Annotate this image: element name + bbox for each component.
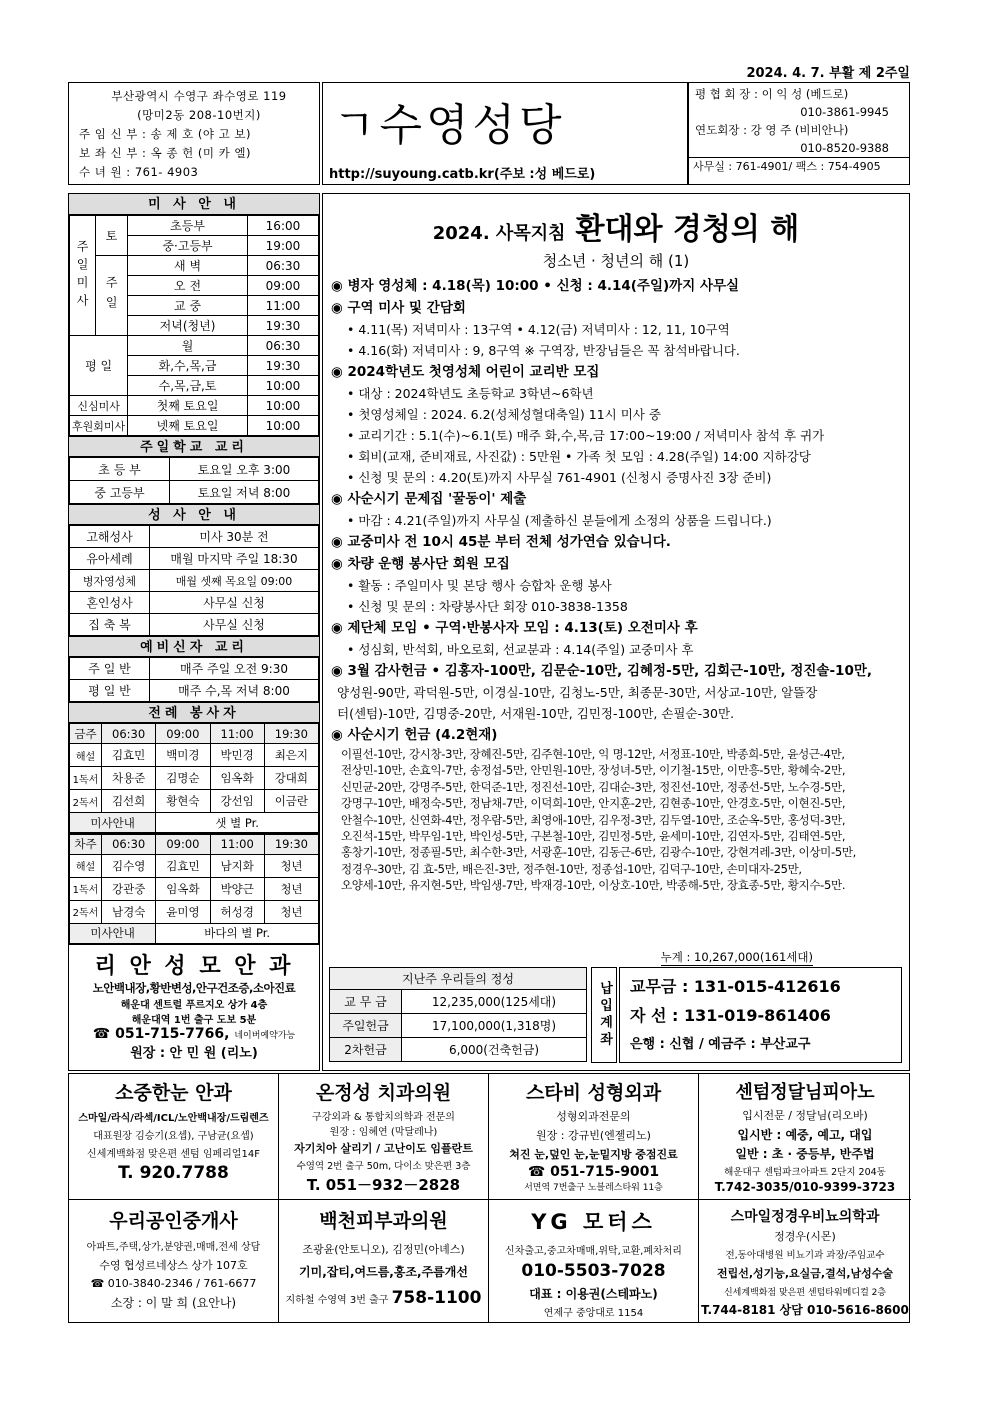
server: 강선임	[210, 790, 264, 813]
bank-info: 은행 : 신협 / 예금주 : 부산교구	[630, 1037, 811, 1052]
ad-direction: 해운대역 1번 출구 도보 5분	[131, 1014, 257, 1026]
assistant-pastor: 보 좌 신 부 : 옥 종 헌 (미 카 엘)	[79, 146, 251, 160]
ad-line: 전립선,성기능,요실금,결석,남성수술	[716, 1267, 894, 1280]
notice-line: • 교리기간 : 5.1(수)~6.1(토) 매주 화,수,목,금 17:00~19:00 / 저녁미사 참석 후 귀가	[347, 428, 825, 443]
notice-line: 터(센텀)-10만, 김명중-20만, 서재원-10만, 김민정-100만, 손필순-30만.	[337, 706, 735, 721]
ad-phone-note: 네이버예약가능	[234, 1030, 296, 1041]
notice-line: • 신청 및 문의 : 4.20(토)까지 사무실 761-4901 (신청시 증명사진 3장 준비)	[347, 470, 772, 485]
mass-time: 16:00	[247, 216, 318, 236]
ad-line: 대표 : 이용권(스테파노)	[529, 1287, 658, 1301]
ad-card	[279, 1074, 489, 1200]
ad-line: 구강외과 & 통합치의학과 전문의	[312, 1112, 455, 1123]
server: 청년	[264, 900, 318, 923]
lent-total: 누계 : 10,267,000(161세대)	[660, 950, 813, 964]
notice-line: • 대상 : 2024학년도 초등학교 3학년~6학년	[347, 386, 594, 401]
account1-number: 131-015-412616	[693, 977, 841, 996]
class-name: 초 등 부	[70, 458, 170, 481]
offering-amount: 12,235,000(125세대)	[402, 990, 587, 1014]
ad-phone: T. 051－932－2828	[306, 1176, 461, 1194]
ad-card	[69, 1074, 279, 1200]
ad-phone: ☎ 051-715-9001	[527, 1164, 660, 1180]
account-label: 납입계좌	[591, 967, 617, 1063]
ad-line: 성형외과전문의	[556, 1110, 631, 1123]
class-name: 중 고등부	[70, 481, 170, 504]
ad-card	[699, 1200, 911, 1322]
offering-table	[329, 967, 587, 1062]
notice-heading: ◉ 사순시기 문제집 '꿀동이' 제출	[331, 491, 527, 507]
usher-label: 미사안내	[70, 813, 156, 833]
class-time: 토요일 저녁 8:00	[170, 481, 319, 504]
ad-line: 신차출고,중고차매매,위탁,교환,폐차처리	[505, 1246, 682, 1257]
mass-time: 09:00	[247, 276, 318, 296]
server: 남지화	[210, 854, 264, 877]
notice-line: • 회비(교재, 준비재료, 사진값) : 5만원 • 가족 첫 모임 : 4.28(주일) 14:00 지하강당	[347, 449, 811, 464]
ad-line: 신세계백화점 맞은편 센텀 임페리얼14F	[87, 1149, 260, 1160]
server: 강대희	[264, 767, 318, 790]
server: 임옥화	[210, 767, 264, 790]
council-chair: 평 협 회 장 : 이 익 성 (베드로)	[695, 87, 849, 101]
account2-number: 131-019-861406	[684, 1006, 831, 1025]
convent: 수 녀 원 : 761- 4903	[79, 165, 199, 179]
ad-title: 리 안 성 모 안 과	[94, 953, 294, 979]
lent-gift-line: 이필선-10만, 강시창-3만, 장혜진-5만, 김주현-10만, 익 명-12만, 서정표-10만, 박종희-5만, 윤성근-4만,	[341, 747, 845, 761]
ad-line: 쳐진 눈,덮인 눈,눈밑지방 중점진료	[509, 1148, 678, 1161]
ad-phone: T.742-3035/010-9399-3723	[714, 1180, 896, 1194]
notice-heading: ◉ 병자 영성체 : 4.18(목) 10:00 • 신청 : 4.14(주일)까지 사무실	[331, 278, 740, 294]
mass-name: 후원회미사	[70, 416, 128, 436]
offering-amount: 17,100,000(1,318명)	[402, 1014, 587, 1038]
class-name: 평 일 반	[70, 680, 150, 702]
legion-phone: 010-8520-9388	[800, 141, 889, 155]
account1-label: 교무금	[630, 977, 677, 996]
server: 김효민	[102, 744, 156, 767]
notice-heading: ◉ 사순시기 헌금 (4.2현재)	[331, 727, 498, 743]
ad-card	[69, 1200, 279, 1322]
class-name: 주 일 반	[70, 658, 150, 680]
sacrament-name: 병자영성체	[70, 570, 150, 592]
usher-label: 미사안내	[70, 923, 156, 943]
notice-heading: ◉ 2024학년도 첫영성체 어린이 교리반 모집	[331, 364, 600, 380]
notice-line: • 첫영성체일 : 2024. 6.2(성체성혈대축일) 11시 미사 중	[347, 407, 661, 422]
ad-phone: T. 920.7788	[118, 1163, 229, 1183]
ad-services: 노안백내장,황반변성,안구건조증,소아진료	[92, 980, 296, 995]
notice-heading: ◉ 차량 운행 봉사단 회원 모집	[331, 556, 510, 572]
lent-gift-line: 안철수-10만, 신연화-4만, 정우람-5만, 최영애-10만, 김우정-3만, 김두열-10만, 조순옥-5만, 홍성덕-3만,	[341, 812, 846, 827]
ad-line: 신세계백화점 맞은편 센텀타워메디컬 2층	[723, 1288, 887, 1298]
mass-time: 10:00	[247, 416, 318, 436]
legion-chair: 연도회장 : 강 영 주 (비비안나)	[695, 123, 849, 137]
sacrament-name: 집 축 복	[70, 614, 150, 636]
notice-heading: ◉ 구역 미사 및 간담회	[331, 300, 466, 316]
ad-phone: 010-5503-7028	[521, 1261, 666, 1281]
sacrament-info: 매월 마지막 주일 18:30	[150, 548, 319, 570]
server: 임옥화	[156, 877, 210, 900]
server: 김명순	[156, 767, 210, 790]
ad-card	[279, 1200, 489, 1322]
ad-name: 우리공인중개사	[109, 1210, 238, 1232]
council-phone: 010-3861-9945	[800, 105, 889, 119]
ad-line: 스마일/라식/라섹/ICL/노안백내장/드림렌즈	[78, 1113, 269, 1124]
sacrament-name: 혼인성사	[70, 592, 150, 614]
lent-gift-line: 강명구-10만, 배정숙-5만, 정남채-7만, 이덕희-10만, 안지훈-2만, 김현종-10만, 안경호-5만, 이현진-5만,	[341, 796, 846, 811]
mass-name: 오 전	[128, 276, 248, 296]
server: 허성경	[210, 900, 264, 923]
mass-time: 06:30	[247, 256, 318, 276]
mass-schedule-title: 미 사 안 내	[69, 194, 319, 215]
class-time: 토요일 오후 3:00	[170, 458, 319, 481]
role: 해설	[70, 744, 102, 767]
server: 이금란	[264, 790, 318, 813]
ad-director: 원장 : 안 민 원 (리노)	[130, 1045, 258, 1061]
mass-time: 19:30	[247, 316, 318, 336]
notice-line: • 활동 : 주일미사 및 본당 행사 승합차 운행 봉사	[347, 578, 612, 593]
server: 남경숙	[102, 900, 156, 923]
offering-box: 지난주 우리들의 정성 교 무 금 12,235,000(125세대) 주일헌금 17,100,000(1,318명) 2차헌금 6,000(건축헌금) 납입계좌 교무금 : 131-015-412616 자 선 : 131-019-861406 은행 : 신협 / 예금주 : 부산교구	[329, 967, 904, 1065]
sacrament-table	[69, 525, 319, 636]
time-head: 11:00	[210, 724, 264, 744]
ad-line: 기미,잡티,여드름,홍조,주름개선	[299, 1265, 468, 1279]
mass-name: 화,수,목,금	[128, 356, 248, 376]
ad-line: 수영 협성르네상스 상가 107호	[99, 1259, 248, 1272]
ad-line: 일반 : 초 · 중등부, 반주법	[735, 1147, 875, 1161]
mass-time: 10:00	[247, 376, 318, 396]
ad-card	[489, 1200, 699, 1322]
time-head: 06:30	[102, 724, 156, 744]
ad-line: 아파트,주택,상가,분양권,매매,전세 상담	[86, 1242, 261, 1253]
title-main: 환대와 경청의 해	[575, 212, 800, 247]
role: 해설	[70, 854, 102, 877]
ad-line: 수영역 2번 출구 50m, 다이소 맞은편 3층	[296, 1161, 471, 1172]
ad-line: 대표원장 김승기(요셉), 구남균(요셉)	[93, 1131, 254, 1142]
ad-line: 연제구 중앙대로 1154	[543, 1308, 644, 1319]
ad-line: 지하철 수영역 3번 출구	[285, 1295, 389, 1306]
lent-gift-line: 오양세-10만, 유지현-5만, 박임생-7만, 박재경-10만, 이상호-10만, 박종해-5만, 장효종-5만, 황지수-5만.	[341, 878, 846, 893]
role: 2독서	[70, 790, 102, 813]
catechumen-table	[69, 657, 319, 702]
mass-day: 첫째 토요일	[128, 396, 248, 416]
notice-line: • 4.11(목) 저녁미사 : 13구역 • 4.12(금) 저녁미사 : 12, 11, 10구역	[347, 322, 730, 337]
mass-time: 11:00	[247, 296, 318, 316]
mass-name: 수,목,금,토	[128, 376, 248, 396]
time-head: 06:30	[102, 834, 156, 854]
time-head: 19:30	[264, 834, 318, 854]
lent-gift-line: 신민균-20만, 강명주-5만, 한덕준-1만, 정진선-10만, 김대순-3만, 정진선-10만, 정종선-5만, 노수경-5만,	[341, 779, 846, 794]
server: 김효민	[156, 854, 210, 877]
time-head: 19:30	[264, 724, 318, 744]
notices-column	[322, 193, 910, 1071]
ad-name: 스마일정경우비뇨의학과	[730, 1209, 880, 1225]
notice-line: • 신청 및 문의 : 차량봉사단 회장 010-3838-1358	[347, 599, 628, 614]
lent-gift-line: 전상민-10만, 손효익-7만, 송정섭-5만, 안민원-10만, 장성녀-5만, 이기철-15만, 이만흥-5만, 황혜숙-2만,	[341, 763, 846, 778]
address: 부산광역시 수영구 좌수영로 119	[111, 89, 287, 103]
office-contact: 사무실 : 761-4901/ 팩스 : 754-4905	[689, 157, 909, 176]
ad-line: 조광윤(안토니오), 김정민(아녜스)	[302, 1243, 465, 1256]
ad-name: 온정성 치과의원	[315, 1082, 452, 1104]
mass-name: 교 중	[128, 296, 248, 316]
pastor: 주 임 신 부 : 송 제 호 (야 고 보)	[79, 127, 251, 141]
sacrament-name: 고해성사	[70, 526, 150, 548]
server: 청년	[264, 877, 318, 900]
ad-line: 소장 : 이 말 희 (요안나)	[110, 1296, 237, 1310]
ad-name: 소중한눈 안과	[115, 1082, 232, 1104]
week-label: 차주	[70, 834, 102, 854]
sunday-label: 주일	[96, 256, 128, 336]
masthead	[322, 82, 688, 185]
ad-phone: 758-1100	[391, 1288, 482, 1308]
sunday-school-title: 주일학교 교리	[69, 436, 319, 457]
server: 박민경	[210, 744, 264, 767]
mass-name: 중·고등부	[128, 236, 248, 256]
parish-url[interactable]: http://suyoung.catb.kr(주보 :성 베드로)	[329, 167, 596, 182]
notice-line: 양성원-90만, 곽덕원-5만, 이경실-10만, 김청노-5만, 최종문-30만, 서상교-10만, 알뜰장	[337, 685, 818, 700]
sacrament-info: 매월 셋째 목요일 09:00	[150, 570, 319, 592]
role: 1독서	[70, 877, 102, 900]
ad-line: 서면역 7번출구 노블레스타워 11층	[524, 1183, 663, 1193]
parish-logo: ㄱ수영성당	[333, 100, 566, 151]
notice-line: • 성심회, 반석회, 바오로회, 선교분과 : 4.14(주일) 교중미사 후	[347, 642, 694, 657]
server: 김선희	[102, 790, 156, 813]
mass-name: 저녁(청년)	[128, 316, 248, 336]
server: 황현숙	[156, 790, 210, 813]
ad-phone: T.744-8181 상담 010-5616-8600	[701, 1303, 909, 1317]
ad-line: 입시반 : 예중, 예고, 대입	[737, 1128, 873, 1142]
server: 강관중	[102, 877, 156, 900]
ad-line: 전,동아대병원 비뇨기과 과장/주임교수	[725, 1250, 885, 1261]
servers-next-week	[69, 833, 319, 944]
ad-line: 해운대구 센텀파크아파트 2단지 204동	[724, 1167, 886, 1178]
ad-name: 스타비 성형외과	[525, 1082, 662, 1104]
ad-line: 정경우(시몬)	[774, 1230, 836, 1243]
notice-heading: ◉ 제단체 모임 • 구역·반봉사자 모임 : 4.13(토) 오전미사 후	[331, 620, 698, 636]
mass-name: 월	[128, 336, 248, 356]
mass-name: 초등부	[128, 216, 248, 236]
notice-line: • 4.16(화) 저녁미사 : 9, 8구역 ※ 구역장, 반장님들은 꼭 참석바랍니다.	[347, 343, 740, 358]
title-prefix: 2024. 사목지침	[432, 223, 566, 244]
sacrament-title: 성 사 안 내	[69, 504, 319, 525]
class-time: 매주 수,목 저녁 8:00	[150, 680, 319, 702]
usher-group: 바다의 별 Pr.	[156, 923, 319, 943]
role: 1독서	[70, 767, 102, 790]
week-label: 금주	[70, 724, 102, 744]
pastoral-subtitle: 청소년 · 청년의 해 (1)	[542, 252, 690, 270]
offering-amount: 6,000(건축헌금)	[402, 1038, 587, 1062]
ad-card	[699, 1074, 911, 1200]
lent-gift-line: 홍창기-10만, 정종필-5만, 최수한-3만, 서광훈-10만, 김동근-6만, 김광수-10만, 강현겨레-3만, 이상미-5만,	[341, 845, 857, 860]
mass-time: 19:00	[247, 236, 318, 256]
notice-heading: ◉ 3월 감사헌금 • 김홍자-100만, 김문순-10만, 김혜정-5만, 김회근-10만, 정진솔-10만,	[331, 663, 873, 679]
ad-line: 원장 : 임혜연 (막달레나)	[329, 1127, 438, 1138]
offering-label: 교 무 금	[330, 990, 402, 1014]
mass-time: 10:00	[247, 396, 318, 416]
saturday-label: 토	[96, 216, 128, 256]
address-detail: (망미2동 208-10번지)	[137, 108, 261, 122]
eye-clinic-ad: 리 안 성 모 안 과 노안백내장,황반변성,안구건조증,소아진료 해운대 센트럴 푸르지오 상가 4층 해운대역 1번 출구 도보 5분 ☎ 051-715-7766, 네이버예약가능 원장 : 안 민 원 (리노)	[69, 944, 319, 1061]
server: 최은지	[264, 744, 318, 767]
server: 백미경	[156, 744, 210, 767]
time-head: 09:00	[156, 834, 210, 854]
council-info	[688, 82, 910, 185]
servers-title: 전례 봉사자	[69, 702, 319, 723]
ad-name: 센텀정달님피아노	[735, 1082, 875, 1103]
servers-this-week	[69, 723, 319, 833]
server: 박양근	[210, 877, 264, 900]
sunday-mass-label: 주일미사	[70, 216, 96, 336]
role: 2독서	[70, 900, 102, 923]
mass-name: 신심미사	[70, 396, 128, 416]
class-time: 매주 주일 오전 9:30	[150, 658, 319, 680]
offering-label: 주일헌금	[330, 1014, 402, 1038]
notice-line: • 마감 : 4.21(주일)까지 사무실 (제출하신 분들에게 소정의 상품을 드립니다.)	[347, 513, 772, 528]
ad-phone: ☎ 010-3840-2346 / 761-6677	[90, 1277, 257, 1290]
ad-line: 자기치아 살리기 / 고난이도 임플란트	[294, 1142, 473, 1155]
ad-address: 해운대 센트럴 푸르지오 상가 4층	[120, 999, 268, 1011]
ad-name: YG 모터스	[531, 1210, 656, 1234]
account2-label: 자 선	[630, 1006, 667, 1025]
ad-line: 원장 : 강규빈(엔젤리노)	[536, 1129, 651, 1142]
ad-section	[68, 1073, 910, 1323]
server: 차용준	[102, 767, 156, 790]
server: 김수영	[102, 854, 156, 877]
mass-name: 새 벽	[128, 256, 248, 276]
server: 청년	[264, 854, 318, 877]
sunday-school-table	[69, 457, 319, 504]
notice-heading: ◉ 교중미사 전 10시 45분 부터 전체 성가연습 있습니다.	[331, 534, 671, 550]
pastoral-title	[331, 204, 901, 248]
mass-time: 06:30	[247, 336, 318, 356]
server: 윤미영	[156, 900, 210, 923]
mass-time: 19:30	[247, 356, 318, 376]
offering-title: 지난주 우리들의 정성	[330, 968, 587, 990]
sacrament-info: 사무실 신청	[150, 592, 319, 614]
offering-label: 2차헌금	[330, 1038, 402, 1062]
ad-line: 입시전문 / 정달님(리오바)	[742, 1109, 868, 1122]
mass-day: 넷째 토요일	[128, 416, 248, 436]
issue-date: 2024. 4. 7. 부활 제 2주일	[746, 66, 910, 81]
left-column	[68, 193, 320, 1071]
ad-phone: 051-715-7766,	[115, 1025, 230, 1042]
weekday-label: 평 일	[70, 336, 128, 396]
lent-gift-line: 정경우-30만, 김 효-5만, 배은진-3만, 정주현-10만, 정종섭-10만, 김덕구-10만, 손미대자-25만,	[341, 861, 802, 876]
time-head: 11:00	[210, 834, 264, 854]
time-head: 09:00	[156, 724, 210, 744]
parish-info	[68, 82, 320, 185]
usher-group: 샛 별 Pr.	[156, 813, 319, 833]
notice-list	[331, 275, 901, 894]
lent-gift-line: 오진석-15만, 박무임-1만, 박인성-5만, 구본철-10만, 김민정-5만, 윤세미-10만, 김연자-5만, 김태연-5만,	[341, 829, 846, 844]
mass-schedule-table	[69, 215, 319, 436]
sacrament-name: 유아세례	[70, 548, 150, 570]
sacrament-info: 사무실 신청	[150, 614, 319, 636]
ad-name: 백천피부과의원	[319, 1210, 448, 1232]
ad-card	[489, 1074, 699, 1200]
sacrament-info: 미사 30분 전	[150, 526, 319, 548]
catechumen-title: 예비신자 교리	[69, 636, 319, 657]
